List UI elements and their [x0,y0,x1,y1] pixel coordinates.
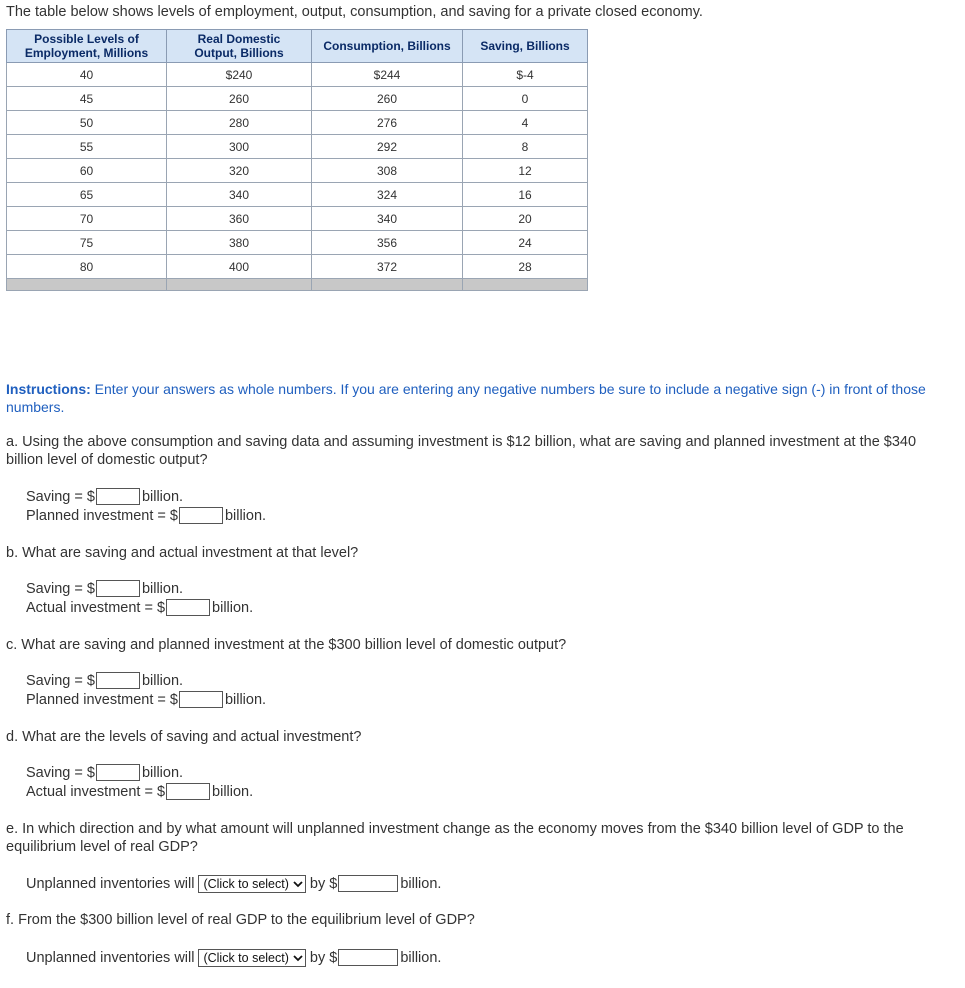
table-cell: 372 [312,255,463,279]
table-cell: 28 [463,255,588,279]
table-cell: 308 [312,159,463,183]
table-cell: $240 [167,63,312,87]
table-cell: 60 [7,159,167,183]
table-cell: 24 [463,231,588,255]
amount-input-f[interactable] [338,949,398,966]
direction-select-f[interactable]: (Click to select) [198,949,305,967]
table-cell: 8 [463,135,588,159]
question-f: f. From the $300 billion level of real GDP to the equilibrium level of GDP? [6,912,475,928]
actual-investment-input-b[interactable] [166,599,210,616]
table-cell: 45 [7,87,167,111]
table-cell: 340 [167,183,312,207]
table-cell: 80 [7,255,167,279]
planned-investment-input-c[interactable] [179,691,223,708]
table-row [7,207,588,231]
table-cell: 70 [7,207,167,231]
planned-investment-input-a[interactable] [179,507,223,524]
header-employment: Possible Levels of Employment, Millions [7,30,167,63]
table-cell: 324 [312,183,463,207]
table-footer-row [7,279,588,291]
table-row [7,87,588,111]
question-e: e. In which direction and by what amount will unplanned investment change as the economy moves from the $340 billion level of GDP to the equilibrium level of real GDP? [6,821,904,855]
table-row [7,255,588,279]
header-output: Real Domestic Output, Billions [167,30,312,63]
saving-input-a[interactable] [96,488,140,505]
table-cell: 260 [167,87,312,111]
answer-b-actual: Actual investment = $ billion. [26,599,254,616]
table-header-row [7,30,588,63]
answer-e-unplanned: Unplanned inventories will (Click to select) by $ billion. [26,875,442,892]
question-c: c. What are saving and planned investment at the $300 billion level of domestic output? [6,637,567,653]
intro-text: The table below shows levels of employment, output, consumption, and saving for a private closed economy. [6,4,703,20]
answer-a-saving: Saving = $ billion. [26,488,184,505]
table-cell: 292 [312,135,463,159]
answer-f-unplanned: Unplanned inventories will (Click to select) by $ billion. [26,949,442,966]
saving-input-c[interactable] [96,672,140,689]
table-row [7,135,588,159]
table-cell: 55 [7,135,167,159]
table-cell: 4 [463,111,588,135]
amount-input-e[interactable] [338,875,398,892]
question-d: d. What are the levels of saving and actual investment? [6,729,362,745]
answer-b-saving: Saving = $ billion. [26,580,184,597]
table-row [7,159,588,183]
table-cell: 360 [167,207,312,231]
direction-select-e[interactable]: (Click to select) [198,875,305,893]
table-row [7,183,588,207]
table-cell: 380 [167,231,312,255]
table-footer-cell [463,279,588,291]
header-consumption: Consumption, Billions [312,30,463,63]
table-row [7,231,588,255]
table-cell: 20 [463,207,588,231]
table-cell: 260 [312,87,463,111]
data-table [6,29,588,291]
table-cell: $-4 [463,63,588,87]
table-footer-cell [312,279,463,291]
table-row [7,111,588,135]
table-cell: 50 [7,111,167,135]
answer-d-actual: Actual investment = $ billion. [26,783,254,800]
table-cell: 320 [167,159,312,183]
table-cell: 340 [312,207,463,231]
table-cell: 280 [167,111,312,135]
table-cell: $244 [312,63,463,87]
answer-c-planned: Planned investment = $ billion. [26,691,267,708]
question-a: a. Using the above consumption and saving data and assuming investment is $12 billion, what are saving and planned investment at the $340 billion level of domestic output? [6,434,917,468]
table-footer-cell [167,279,312,291]
saving-input-d[interactable] [96,764,140,781]
table-cell: 16 [463,183,588,207]
table-cell: 12 [463,159,588,183]
table-cell: 276 [312,111,463,135]
header-saving: Saving, Billions [463,30,588,63]
instructions: Instructions: Enter your answers as whole numbers. If you are entering any negative numbers be sure to include a negative sign (-) in front of those numbers. [6,381,926,415]
table-footer-cell [7,279,167,291]
answer-a-planned: Planned investment = $ billion. [26,507,267,524]
chevron-down-icon [293,953,303,963]
table-cell: 300 [167,135,312,159]
table-cell: 0 [463,87,588,111]
table-cell: 400 [167,255,312,279]
question-b: b. What are saving and actual investment at that level? [6,545,359,561]
chevron-down-icon [293,879,303,889]
answer-d-saving: Saving = $ billion. [26,764,184,781]
table-cell: 40 [7,63,167,87]
table-cell: 65 [7,183,167,207]
answer-c-saving: Saving = $ billion. [26,672,184,689]
table-cell: 75 [7,231,167,255]
table-cell: 356 [312,231,463,255]
actual-investment-input-d[interactable] [166,783,210,800]
saving-input-b[interactable] [96,580,140,597]
table-row [7,63,588,87]
